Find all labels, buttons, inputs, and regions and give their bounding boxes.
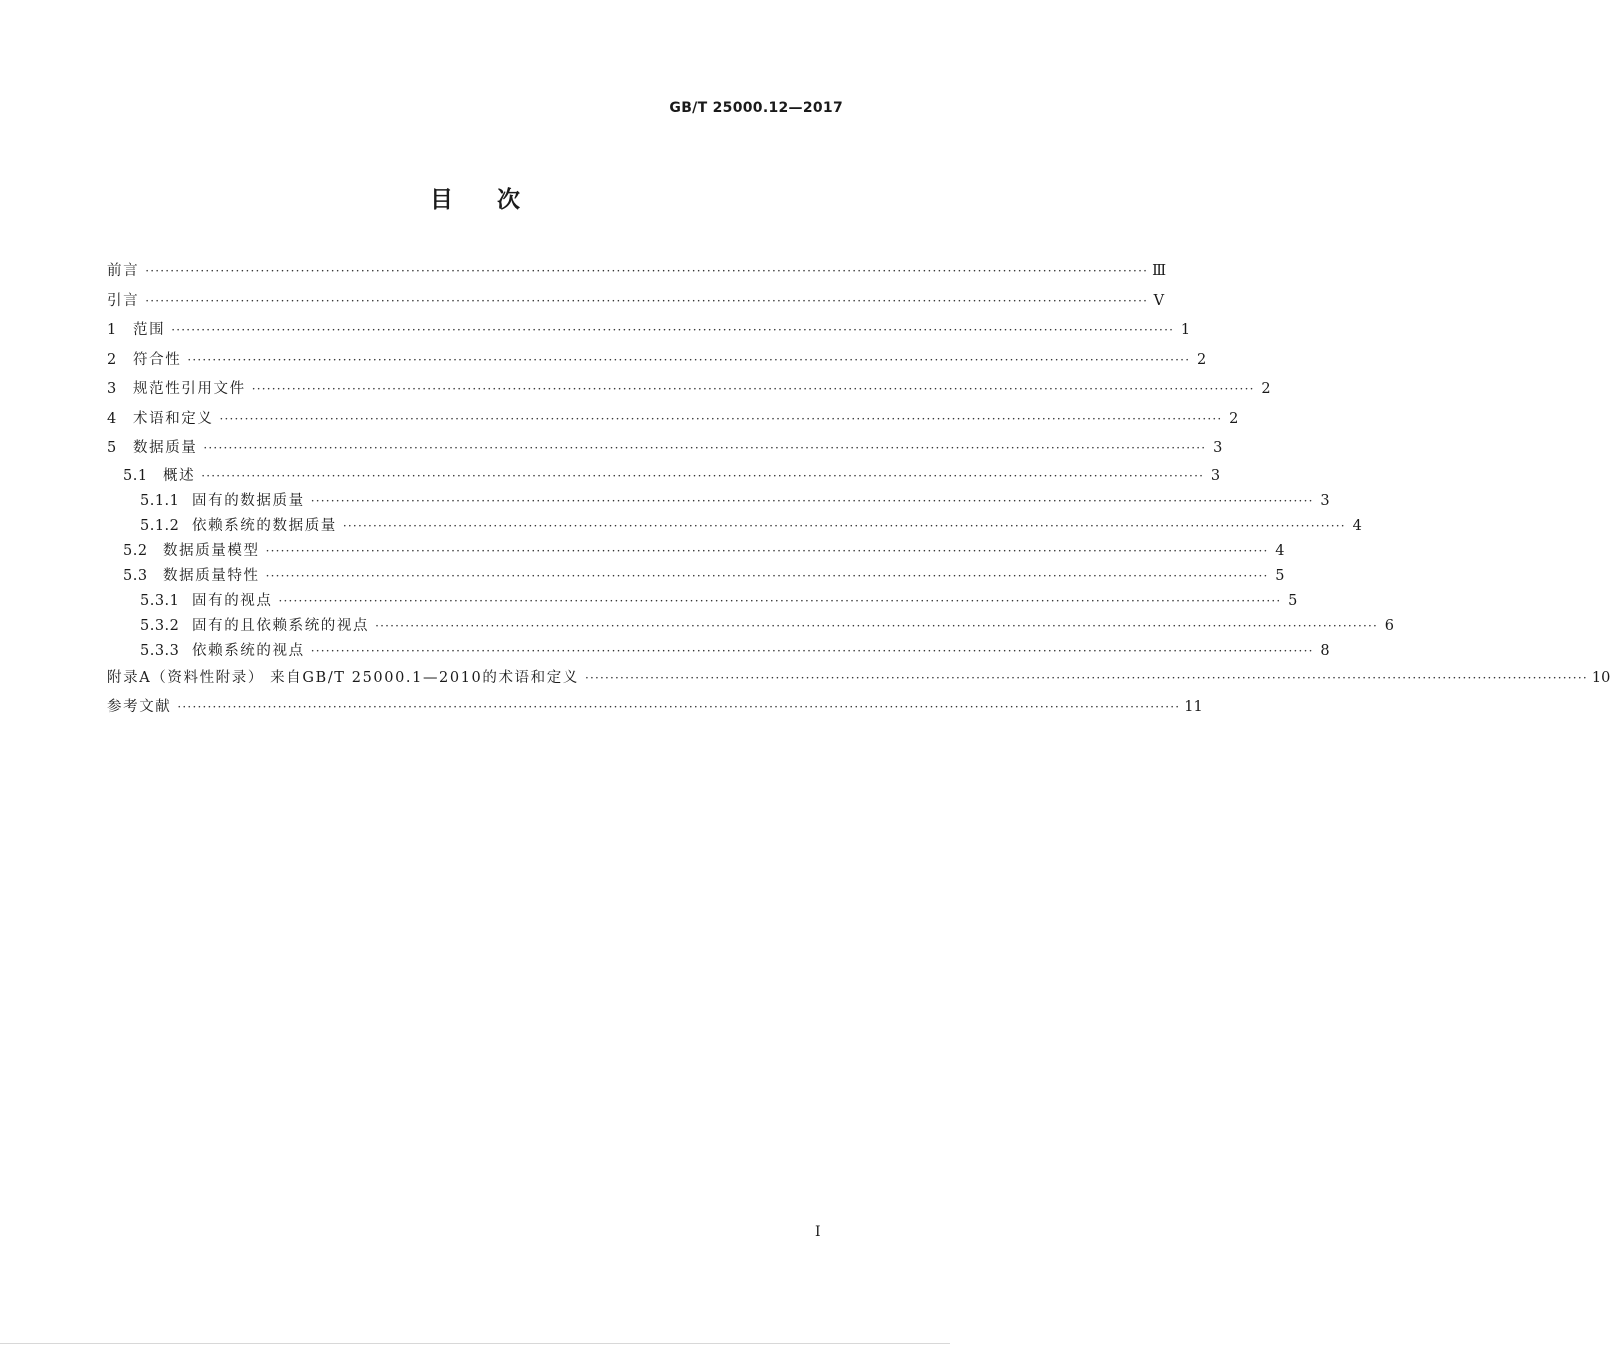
toc-entry-label: 术语和定义 bbox=[133, 410, 214, 427]
toc-entry-number: 3 bbox=[107, 381, 117, 397]
toc-entry[interactable] bbox=[107, 491, 1330, 516]
toc-entry-page: 10 bbox=[1591, 669, 1610, 686]
page-title bbox=[0, 181, 950, 214]
toc-leader-dots: ········································································································································································································ bbox=[203, 441, 1207, 455]
toc-entry-page: 6 bbox=[1384, 617, 1394, 634]
toc-leader-dots: ········································································································································································································ bbox=[375, 618, 1378, 633]
toc-entry[interactable] bbox=[107, 466, 1221, 491]
toc-entry-page: 2 bbox=[1261, 381, 1271, 397]
toc-entry-number: 5.3.2 bbox=[140, 617, 180, 634]
toc-entry[interactable] bbox=[107, 666, 1610, 696]
toc-entry-page: 1 bbox=[1180, 322, 1191, 338]
toc-entry[interactable] bbox=[107, 616, 1394, 641]
toc-entry[interactable] bbox=[107, 407, 1239, 437]
toc-entry-page: 2 bbox=[1229, 410, 1239, 427]
table-of-contents bbox=[107, 259, 1610, 725]
toc-leader-dots: ········································································································································································································ bbox=[219, 411, 1223, 426]
toc-entry-label: 固有的数据质量 bbox=[192, 492, 305, 509]
toc-entry[interactable] bbox=[107, 695, 1203, 725]
toc-entry-page: 4 bbox=[1352, 517, 1362, 534]
toc-entry-number: 5.1.1 bbox=[140, 492, 180, 509]
toc-entry-number: 1 bbox=[107, 322, 117, 338]
toc-entry[interactable] bbox=[107, 541, 1285, 566]
toc-entry-page: 5 bbox=[1275, 567, 1285, 584]
toc-entry-number: 2 bbox=[107, 351, 117, 368]
toc-entry-page: 3 bbox=[1210, 467, 1221, 484]
toc-entry-number: 5 bbox=[107, 440, 117, 456]
toc-entry[interactable] bbox=[107, 259, 1167, 289]
toc-entry-number: 5.3.1 bbox=[140, 592, 180, 609]
toc-entry-page: Ⅴ bbox=[1153, 292, 1165, 309]
toc-entry[interactable] bbox=[107, 436, 1223, 466]
toc-entry[interactable] bbox=[107, 516, 1362, 541]
toc-leader-dots: ········································································································································································································ bbox=[265, 543, 1269, 558]
toc-entry-page: 2 bbox=[1196, 351, 1207, 368]
toc-entry-number: 5.1.2 bbox=[140, 517, 180, 534]
toc-entry-label: 数据质量特性 bbox=[163, 567, 260, 584]
toc-entry-label: 固有的且依赖系统的视点 bbox=[192, 617, 370, 634]
toc-entry-page: 3 bbox=[1320, 492, 1330, 509]
toc-leader-dots: ········································································································································································································ bbox=[187, 352, 1191, 367]
toc-entry-label: 数据质量 bbox=[133, 440, 198, 456]
toc-entry-label: 数据质量模型 bbox=[163, 542, 260, 559]
toc-entry[interactable] bbox=[107, 289, 1165, 319]
toc-leader-dots: ········································································································································································································ bbox=[201, 468, 1205, 483]
title-char-2: 次 bbox=[497, 187, 520, 213]
toc-leader-dots: ········································································································································································································ bbox=[145, 293, 1149, 308]
toc-entry-label: 参考文献 bbox=[107, 699, 172, 715]
toc-leader-dots: ········································································································································································································ bbox=[171, 323, 1175, 337]
toc-entry-page: 5 bbox=[1288, 592, 1298, 609]
toc-entry-label: 范围 bbox=[133, 322, 166, 338]
toc-entry-label: 概述 bbox=[163, 467, 196, 484]
toc-entry-label: 前言 bbox=[107, 263, 140, 279]
toc-leader-dots: ········································································································································································································ bbox=[251, 382, 1255, 396]
page-edge-divider bbox=[0, 1343, 950, 1344]
toc-leader-dots: ········································································································································································································ bbox=[265, 568, 1269, 583]
page-number: I bbox=[815, 1224, 821, 1240]
toc-leader-dots: ········································································································································································································ bbox=[278, 593, 1282, 608]
toc-entry-number: 4 bbox=[107, 410, 117, 427]
toc-entry-label: 固有的视点 bbox=[192, 592, 273, 609]
toc-entry-label: 附录A（资料性附录） 来自GB/T 25000.1—2010的术语和定义 bbox=[107, 669, 579, 686]
toc-entry-page: 11 bbox=[1184, 699, 1203, 715]
toc-entry[interactable] bbox=[107, 641, 1330, 666]
toc-entry[interactable] bbox=[107, 566, 1285, 591]
toc-leader-dots: ········································································································································································································ bbox=[177, 700, 1181, 714]
toc-entry-label: 规范性引用文件 bbox=[133, 381, 246, 397]
standard-code: GB/T 25000.12—2017 bbox=[669, 100, 843, 116]
toc-leader-dots: ········································································································································································································ bbox=[342, 518, 1346, 533]
toc-entry-number: 5.1 bbox=[123, 467, 148, 484]
toc-entry-label: 依赖系统的视点 bbox=[192, 642, 305, 659]
toc-entry-number: 5.3.3 bbox=[140, 642, 180, 659]
title-char-1: 目 bbox=[430, 187, 453, 213]
toc-entry-label: 引言 bbox=[107, 292, 140, 309]
toc-entry-page: 3 bbox=[1213, 440, 1223, 456]
toc-entry-label: 依赖系统的数据质量 bbox=[192, 517, 337, 534]
toc-leader-dots: ········································································································································································································ bbox=[145, 264, 1149, 278]
toc-entry-page: 8 bbox=[1320, 642, 1330, 659]
toc-entry[interactable] bbox=[107, 348, 1207, 378]
toc-entry-number: 5.3 bbox=[123, 567, 148, 584]
toc-entry[interactable] bbox=[107, 318, 1191, 348]
toc-entry-page: 4 bbox=[1275, 542, 1285, 559]
toc-entry[interactable] bbox=[107, 591, 1298, 616]
toc-leader-dots: ········································································································································································································ bbox=[584, 670, 1588, 685]
toc-entry[interactable] bbox=[107, 377, 1271, 407]
toc-leader-dots: ········································································································································································································ bbox=[310, 493, 1314, 508]
toc-entry-page: Ⅲ bbox=[1152, 263, 1167, 279]
toc-entry-label: 符合性 bbox=[133, 351, 182, 368]
toc-entry-number: 5.2 bbox=[123, 542, 148, 559]
toc-leader-dots: ········································································································································································································ bbox=[310, 643, 1314, 658]
